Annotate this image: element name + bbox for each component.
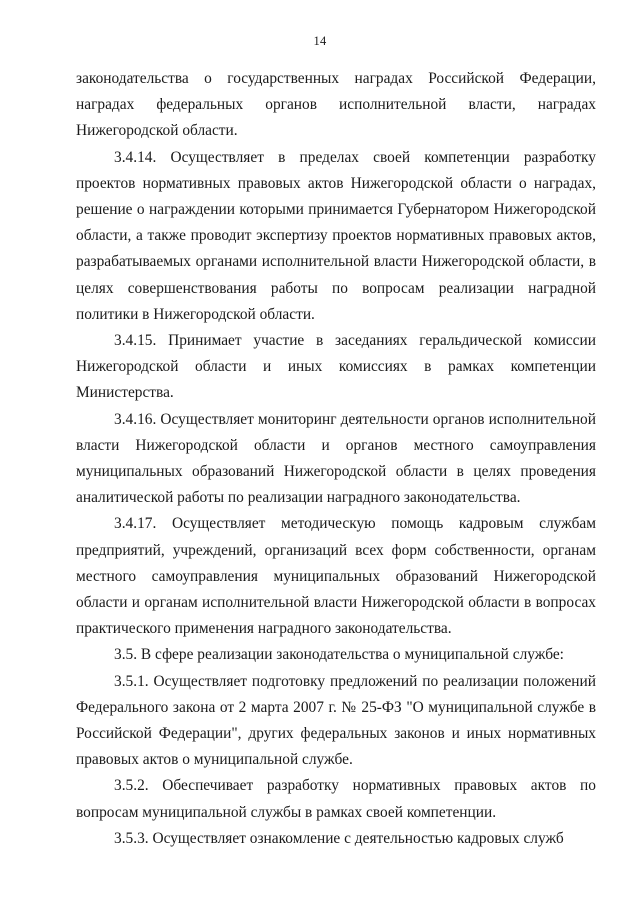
- page-number: 14: [313, 34, 327, 48]
- document-body: [76, 66, 596, 852]
- paragraph-3-4-17: 3.4.17. Осуществляет методическую помощь кадровым службам предприятий, учреждений, организаций всех форм собственности, органам местного самоуправления муниципальных образований Нижегородской области и органам исполнительной власти Нижегородской области в вопросах практического применения наградного законодательства.: [76, 515, 596, 638]
- paragraph-3-5-heading: 3.5. В сфере реализации законодательства о муниципальной службе:: [114, 646, 564, 664]
- paragraph-3-5-1: 3.5.1. Осуществляет подготовку предложений по реализации положений Федерального закона от 2 марта 2007 г. № 25-ФЗ "О муниципальной службе в Российской Федерации", других федеральных законов и иных нормативных правовых актов о муниципальной службе.: [76, 672, 596, 769]
- paragraph-3-4-15: 3.4.15. Принимает участие в заседаниях геральдической комиссии Нижегородской области и иных комиссиях в рамках компетенции Министерства.: [76, 332, 596, 402]
- paragraph-3-4-16: 3.4.16. Осуществляет мониторинг деятельности органов исполнительной власти Нижегородской области и органов местного самоуправления муниципальных образований Нижегородской области в целях проведения аналитической работы по реализации наградного законодательства.: [76, 410, 596, 507]
- paragraph-3-5-2: 3.5.2. Обеспечивает разработку нормативных правовых актов по вопросам муниципальной службы в рамках своей компетенции.: [76, 777, 596, 821]
- paragraph-continuation: законодательства о государственных наградах Российской Федерации, наградах федеральных органов исполнительной власти, наградах Нижегородской области.: [76, 70, 596, 140]
- paragraph-3-4-14: 3.4.14. Осуществляет в пределах своей компетенции разработку проектов нормативных правовых актов Нижегородской области о наградах, решение о награждении которыми принимается Губернатором Нижегородской области, а также проводит экспертизу проектов нормативных правовых актов, разрабатываемых органами исполнительной власти Нижегородской области, в целях совершенствования работы по вопросам реализации наградной политики в Нижегородской области.: [76, 148, 596, 323]
- paragraph-3-5-3: 3.5.3. Осуществляет ознакомление с деятельностью кадровых служб: [114, 829, 564, 847]
